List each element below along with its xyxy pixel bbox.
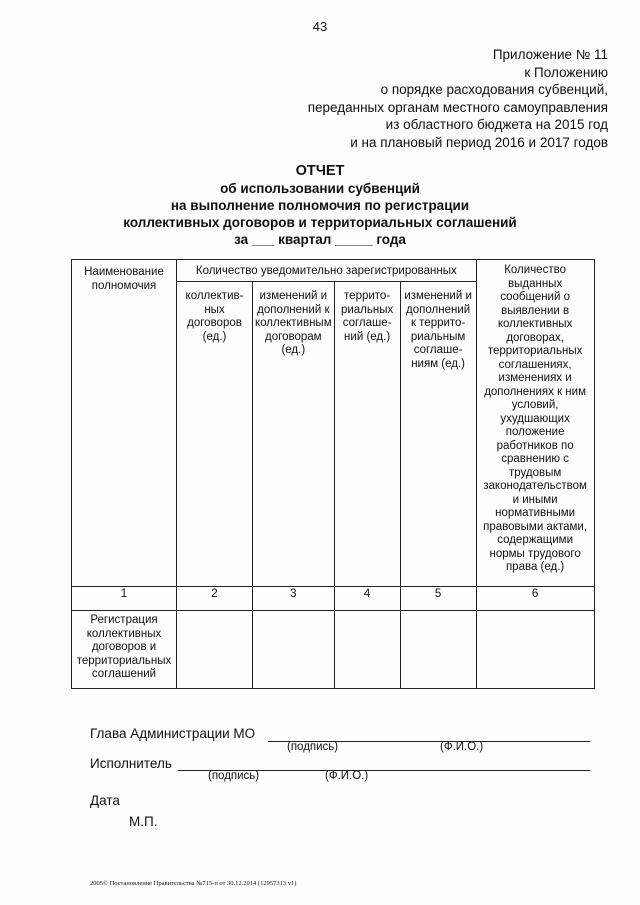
head-name-caption: (Ф.И.О.) [440,741,484,753]
row-authority-name: Регистрация коллективных договоров и территориальных соглашений [72,611,177,689]
report-title-line: на выполнение полномочия по регистрации [170,198,470,213]
executor-sign-caption: (подпись) [208,770,260,782]
column-number: 6 [476,587,594,611]
executor-label: Исполнитель [90,756,172,771]
appendix-line: переданных органам местного самоуправления [307,99,608,115]
column-number: 4 [334,587,400,611]
appendix-line: и на плановый период 2016 и 2017 годов [350,134,608,150]
report-title [0,163,640,248]
table-cell[interactable] [253,611,335,689]
head-admin-label: Глава Администрации МО [90,726,256,741]
header-notices-count: Количество выданных сообщений о выявлении в коллективных договорах, территориальных соглашениях, изменениях и дополнениях к ним условий, ухудшающих положение работников по сравнению с трудовым законодательством и иными нормативными правовыми актами, содержащими нормы трудового права (ед.) [476,260,594,587]
report-title-line: об использовании субвенций [220,181,420,196]
report-period: за ___ квартал _____ года [234,232,406,247]
appendix-line: Приложение № 11 [492,47,608,62]
report-table [71,259,595,689]
subheader-territorial-agreements: террито-риальных соглаше-ний (ед.) [334,282,400,587]
subheader-agreement-amendments: изменений и дополнений к коллективным договорам (ед.) [253,282,335,587]
executor-name-caption: (Ф.И.О.) [325,770,369,782]
column-number: 2 [177,587,253,611]
table-cell[interactable] [177,611,253,689]
table-cell[interactable] [334,611,400,689]
subheader-collective-agreements: коллектив-ных договоров (ед.) [177,282,253,587]
appendix-header [188,46,608,151]
header-name-of-authority: Наименование полномочия [72,260,177,587]
appendix-line: к Положению [524,64,608,80]
report-heading: ОТЧЕТ [295,163,345,179]
appendix-line: из областного бюджета на 2015 год [385,117,608,132]
table-cell[interactable] [400,611,476,689]
page-number: 43 [312,19,328,34]
footer-note: 2005© Постановление Правительства №715-п от 30.12.2014 (12957313 v1) [90,880,297,887]
stamp-label: М.П. [129,814,158,829]
table-row [72,611,595,689]
column-number: 5 [400,587,476,611]
column-number: 3 [253,587,335,611]
report-title-line: коллективных договоров и территориальных соглашений [123,215,517,230]
table-cell[interactable] [476,611,594,689]
subheader-territorial-amendments: изменений и дополнений к террито-риальным соглаше-ниям (ед.) [400,282,476,587]
head-sign-caption: (подпись) [287,741,339,753]
appendix-line: о порядке расходования субвенций, [380,82,608,97]
date-label: Дата [90,793,120,808]
column-number: 1 [72,587,177,611]
header-registered-count: Количество уведомительно зарегистрированных [177,260,477,282]
